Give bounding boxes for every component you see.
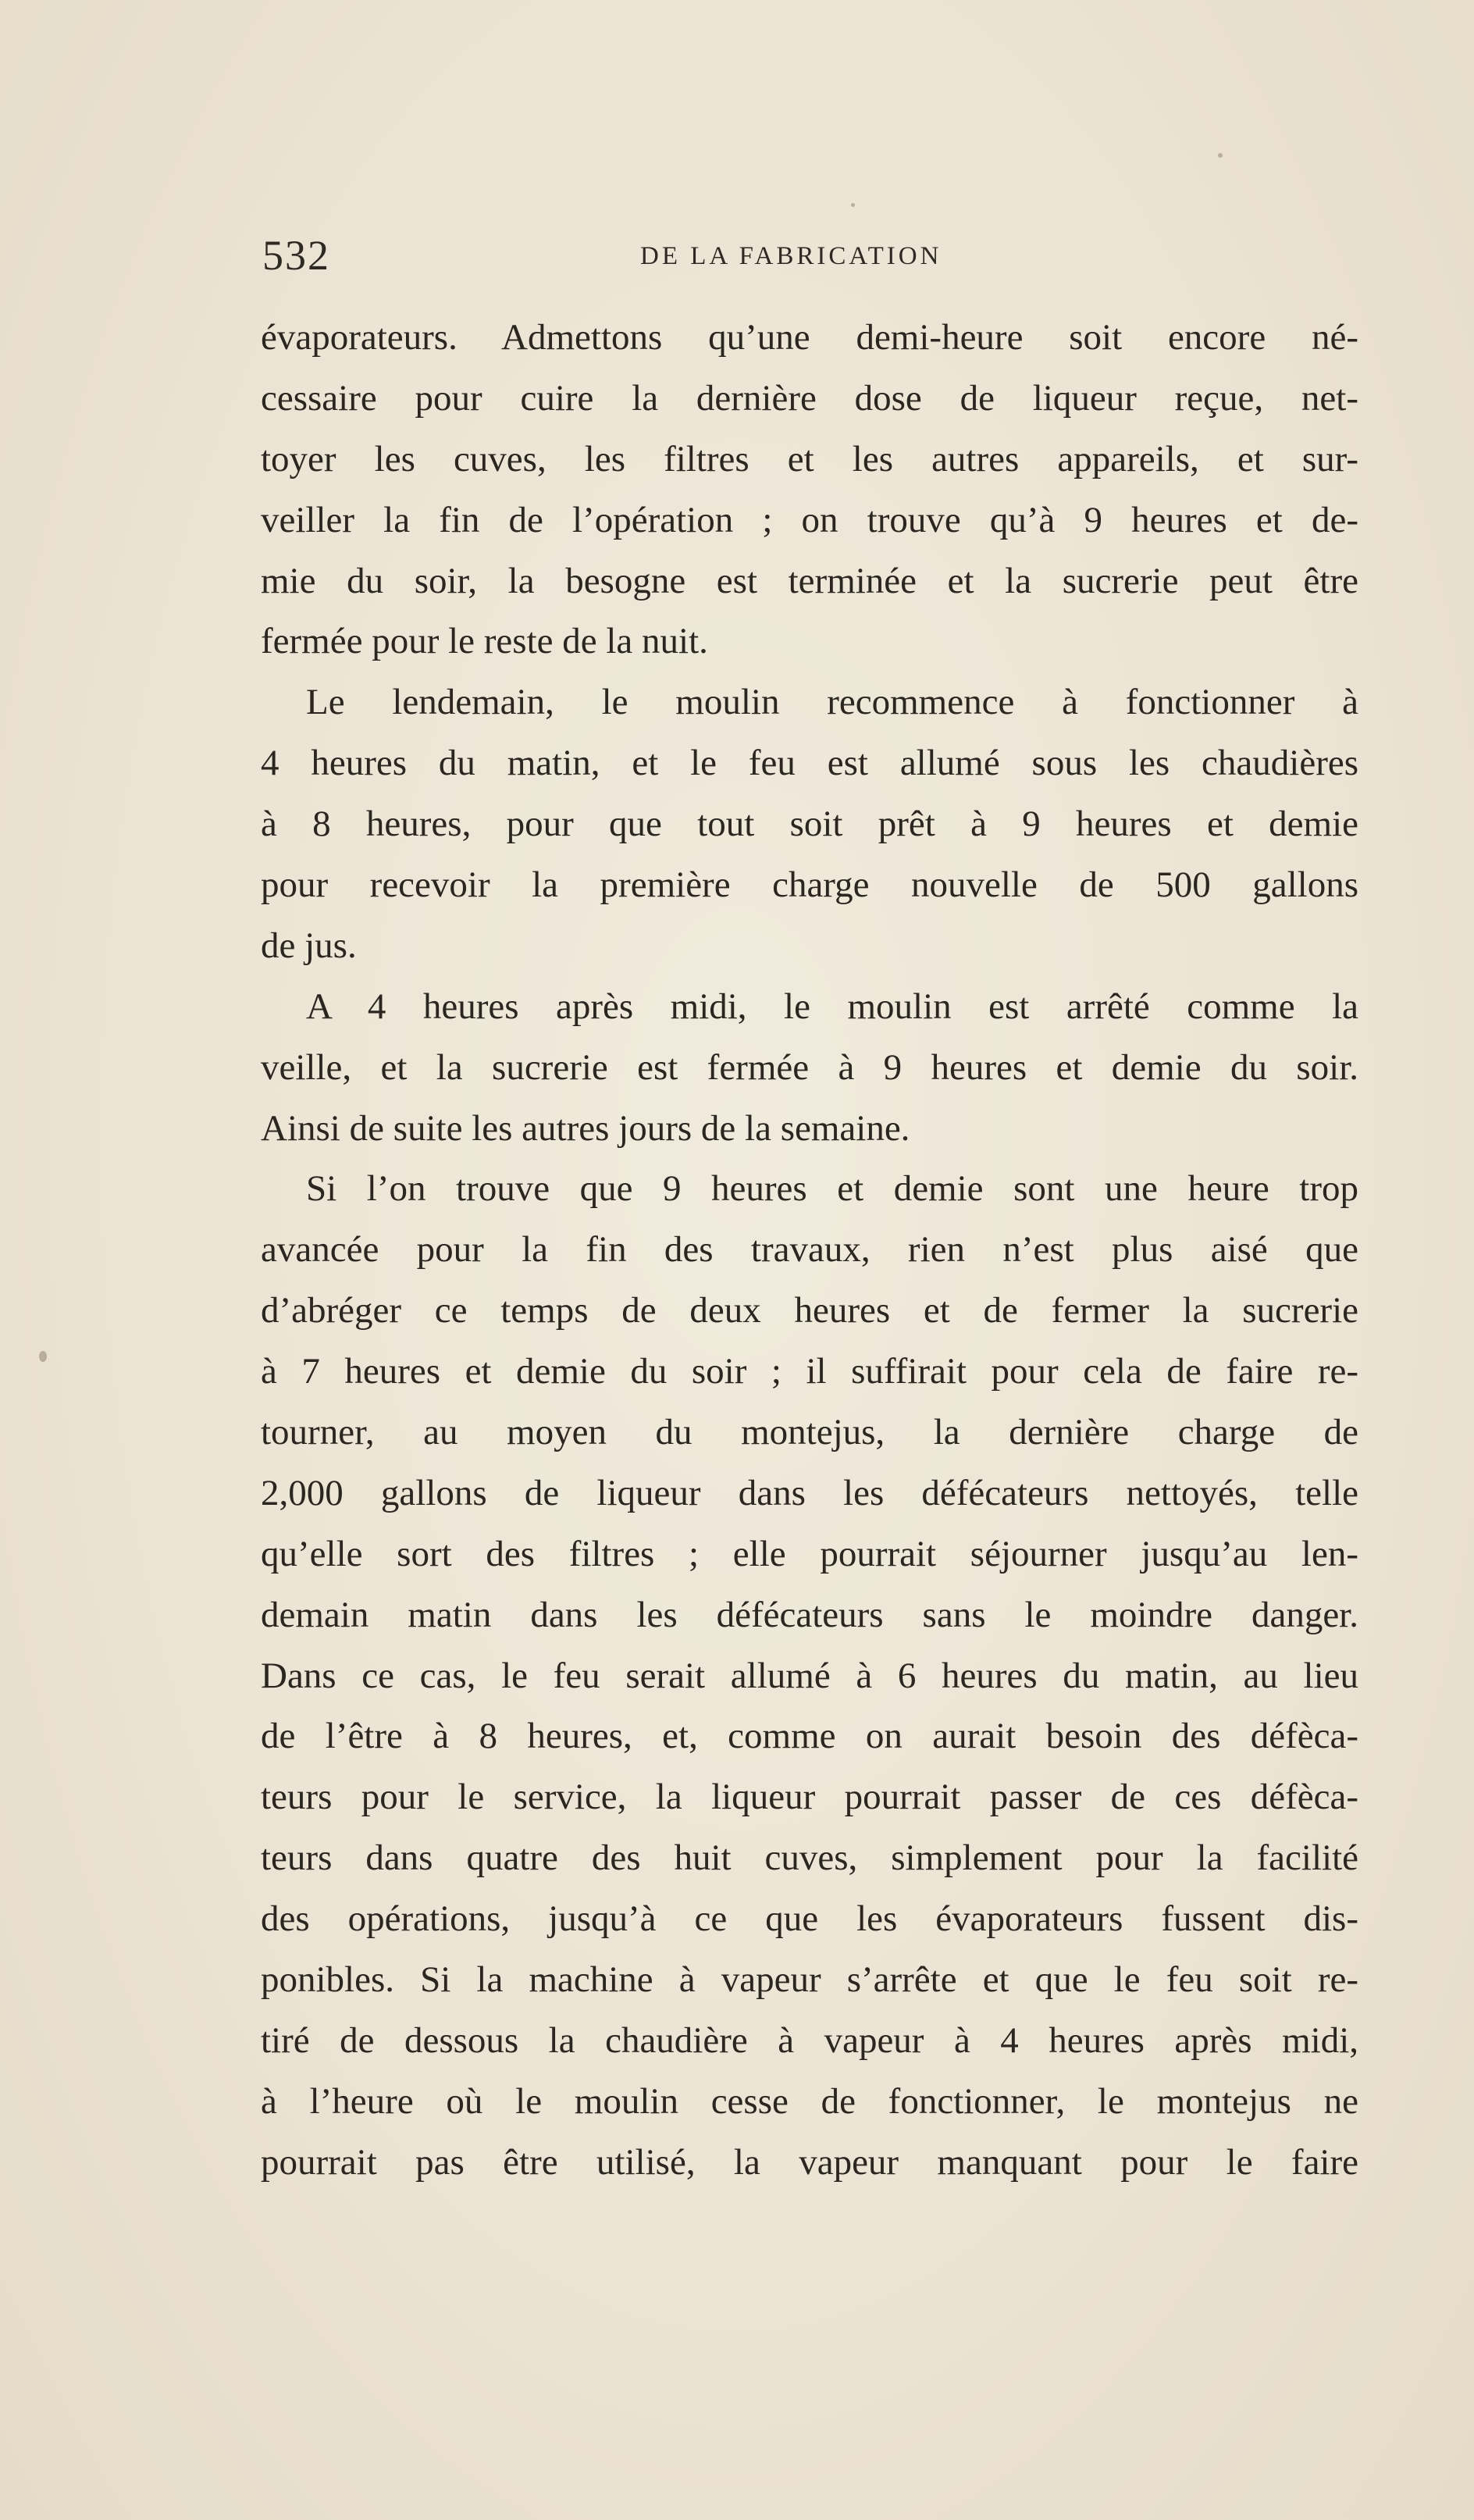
- text-line: pour recevoir la première charge nouvelle de 500 gallons: [261, 864, 1358, 906]
- text-line: avancée pour la fin des travaux, rien n’est plus aisé que: [261, 1229, 1358, 1271]
- text-line: Ainsi de suite les autres jours de la semaine.: [261, 1107, 910, 1149]
- text-line: ponibles. Si la machine à vapeur s’arrête et que le feu soit re-: [261, 1959, 1358, 2001]
- text-line: A 4 heures après midi, le moulin est arrêté comme la: [306, 986, 1358, 1027]
- text-line: teurs dans quatre des huit cuves, simplement pour la facilité: [261, 1837, 1358, 1879]
- paper-speck: [1218, 153, 1223, 158]
- text-line: tourner, au moyen du montejus, la dernière charge de: [261, 1412, 1358, 1453]
- text-line: à 8 heures, pour que tout soit prêt à 9 heures et demie: [261, 804, 1358, 845]
- text-line: demain matin dans les défécateurs sans le moindre danger.: [261, 1594, 1358, 1635]
- text-line: toyer les cuves, les filtres et les autres appareils, et sur-: [261, 438, 1358, 479]
- text-line: cessaire pour cuire la dernière dose de liqueur reçue, net-: [261, 377, 1358, 419]
- text-line: qu’elle sort des filtres ; elle pourrait séjourner jusqu’au len-: [261, 1533, 1358, 1574]
- text-line: à l’heure où le moulin cesse de fonctionner, le montejus ne: [261, 2080, 1358, 2122]
- text-line: mie du soir, la besogne est terminée et la sucrerie peut être: [261, 560, 1358, 601]
- text-line: de jus.: [261, 925, 357, 966]
- text-line: pourrait pas être utilisé, la vapeur manquant pour le faire: [261, 2141, 1358, 2183]
- paper-speck: [851, 203, 855, 207]
- paragraph: [261, 672, 1358, 976]
- text-line: de l’être à 8 heures, et, comme on aurait besoin des défèca-: [261, 1716, 1358, 1757]
- text-line: évaporateurs. Admettons qu’une demi-heure soit encore né-: [261, 317, 1358, 358]
- body-text: [261, 308, 1358, 2194]
- paragraph: [261, 308, 1358, 672]
- text-line: veille, et la sucrerie est fermée à 9 heures et demie du soir.: [261, 1046, 1358, 1088]
- text-line: des opérations, jusqu’à ce que les évaporateurs fussent dis-: [261, 1898, 1358, 1940]
- text-line: fermée pour le reste de la nuit.: [261, 621, 708, 662]
- paragraph: [261, 1159, 1358, 2193]
- text-line: teurs pour le service, la liqueur pourrait passer de ces défèca-: [261, 1777, 1358, 1818]
- text-line: tiré de dessous la chaudière à vapeur à 4 heures après midi,: [261, 2019, 1358, 2061]
- text-line: à 7 heures et demie du soir ; il suffirait pour cela de faire re-: [261, 1351, 1358, 1392]
- running-head: [258, 231, 1366, 286]
- text-line: veiller la fin de l’opération ; on trouve qu’à 9 heures et de-: [261, 499, 1358, 540]
- paragraph: [261, 977, 1358, 1160]
- text-line: 2,000 gallons de liqueur dans les défécateurs nettoyés, telle: [261, 1472, 1358, 1513]
- text-line: Dans ce cas, le feu serait allumé à 6 heures du matin, au lieu: [261, 1655, 1358, 1696]
- text-line: Le lendemain, le moulin recommence à fonctionner à: [306, 682, 1358, 723]
- text-line: Si l’on trouve que 9 heures et demie sont une heure trop: [306, 1168, 1358, 1210]
- running-title: DE LA FABRICATION: [640, 242, 942, 270]
- text-line: 4 heures du matin, et le feu est allumé sous les chaudières: [261, 743, 1358, 784]
- paper-speck: [39, 1351, 47, 1362]
- text-line: d’abréger ce temps de deux heures et de fermer la sucrerie: [261, 1290, 1358, 1331]
- page-number: 532: [262, 232, 330, 279]
